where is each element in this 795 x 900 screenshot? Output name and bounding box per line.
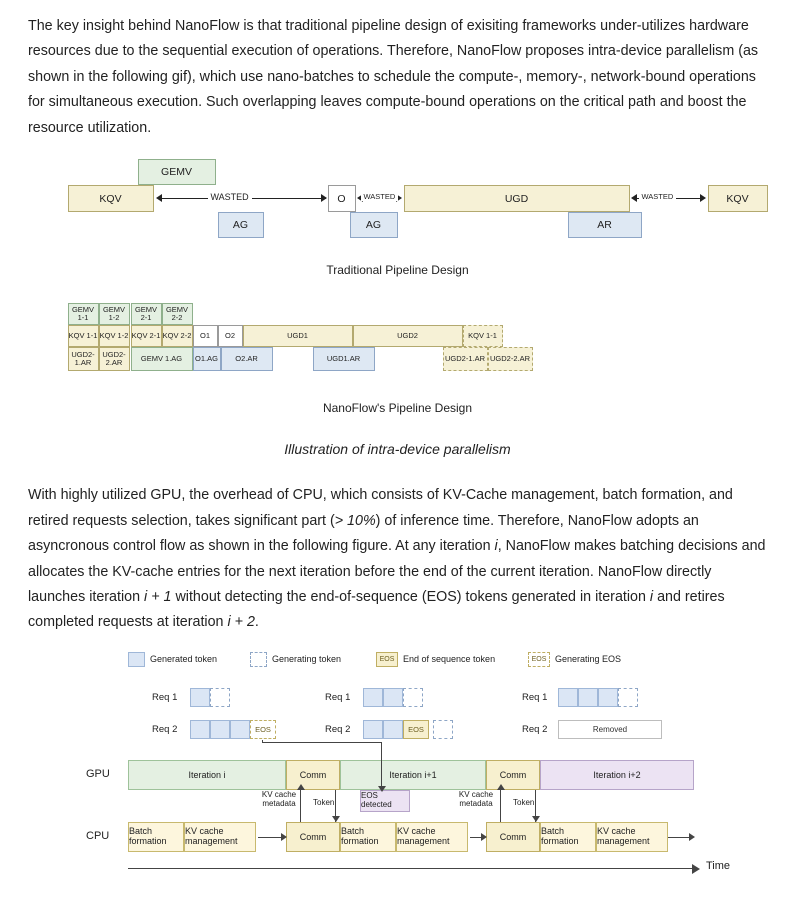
figure-nanoflow-pipeline (0, 303, 795, 415)
arrow-kv-metadata-2 (500, 790, 501, 822)
block-o: O (328, 185, 356, 212)
wasted-label-1: WASTED (208, 192, 252, 202)
legend-label-generating-eos: Generating EOS (555, 654, 622, 665)
nano-ugd2-2-ar-dashed: UGD2-2.AR (488, 347, 533, 371)
group3-req1-token-2 (578, 688, 598, 707)
group2-req2-token-4 (433, 720, 453, 739)
nano-gemv-2-1: GEMV 2-1 (131, 303, 162, 325)
wasted-label-2: WASTED (361, 192, 399, 201)
block-ag-right: AG (350, 212, 398, 238)
nano-ugd1: UGD1 (243, 325, 353, 347)
figure-async-control-flow (0, 650, 795, 900)
legend-item-generating-token (250, 652, 341, 667)
nano-kqv-dashed: KQV 1-1 (463, 325, 503, 347)
figure3-legend (128, 650, 688, 672)
group1-req2-eos-generating: EOS (250, 720, 276, 739)
cpu-flow-arrow-head-2 (481, 833, 487, 841)
arrow-head-eos (378, 786, 386, 792)
cpu-lane-comm-2: Comm (486, 822, 540, 852)
figure-overall-caption: Illustration of intra-device parallelism (284, 441, 511, 458)
generated-token-swatch-icon (128, 652, 145, 667)
group1-req1-label: Req 1 (152, 691, 178, 703)
paragraph-2-i4: i + 2 (227, 614, 255, 631)
group2-req1-label: Req 1 (325, 691, 351, 703)
group2-req2-token-2 (383, 720, 403, 739)
block-ar: AR (568, 212, 642, 238)
arrow-head-kv-2 (497, 784, 505, 790)
nano-gemv-1-1: GEMV 1-1 (68, 303, 99, 325)
generating-token-swatch-icon (250, 652, 267, 667)
nano-gemv-1-2: GEMV 1-2 (99, 303, 130, 325)
annotation-token-1: Token (313, 797, 335, 807)
legend-item-generated-token (128, 652, 217, 667)
figure2-caption: NanoFlow's Pipeline Design (322, 401, 473, 416)
cpu-lane-batch-formation-2: Batch formation (340, 822, 396, 852)
gpu-lane-comm-2: Comm (486, 760, 540, 790)
arrow-head-token-2 (532, 816, 540, 822)
legend-item-eos-token (376, 652, 495, 667)
cpu-flow-arrow-head-1 (281, 833, 287, 841)
wasted-label-3: WASTED (639, 192, 677, 201)
group1-req1-token-1 (190, 688, 210, 707)
group3-req1-label: Req 1 (522, 691, 548, 703)
group2-req2-token-1 (363, 720, 383, 739)
nano-ugd2: UGD2 (353, 325, 463, 347)
paragraph-2-part-f: . (254, 614, 259, 631)
cpu-lane-kv-cache-management-3: KV cache management (596, 822, 668, 852)
arrow-head-left-1 (156, 194, 162, 202)
nano-ugd2-2-ar: UGD2-2.AR (99, 347, 130, 371)
gpu-lane-iteration-i2: Iteration i+2 (540, 760, 694, 790)
generating-eos-swatch-icon: EOS (528, 652, 550, 667)
group2-req2-eos-token: EOS (403, 720, 429, 739)
nano-o2-ar: O2.AR (221, 347, 273, 371)
nano-o1-ag: O1.AG (193, 347, 221, 371)
group1-req2-token-2 (210, 720, 230, 739)
cpu-lane-batch-formation-1: Batch formation (128, 822, 184, 852)
nano-ugd1-ar: UGD1.AR (313, 347, 375, 371)
annotation-kv-cache-metadata-1: KV cache metadata (261, 789, 297, 808)
paragraph-2-part-d: without detecting the end-of-sequence (EOS) tokens generated in iteration (171, 588, 650, 605)
arrow-head-kv-1 (297, 784, 305, 790)
paragraph-2-part-a: With highly utilized GPU, the overhead of CPU, which consists of KV-Cache management, batch formation, and retired requests selection, takes significant part ( (28, 487, 733, 529)
eos-connector-up (262, 740, 263, 743)
cpu-lane-kv-cache-management-1: KV cache management (184, 822, 256, 852)
paragraph-2-part-e: and retires completed requests at iteration (28, 588, 725, 631)
nano-o1: O1 (193, 325, 218, 347)
traditional-pipeline-diagram (68, 159, 749, 233)
cpu-lane-batch-formation-3: Batch formation (540, 822, 596, 852)
block-kqv-right: KQV (708, 185, 768, 212)
eos-detected-box: EOS detected (360, 790, 410, 812)
time-axis-label: Time (706, 859, 731, 872)
block-kqv-left: KQV (68, 185, 154, 212)
group2-req1-token-2 (383, 688, 403, 707)
gpu-lane-iteration-i1: Iteration i+1 (340, 760, 486, 790)
group3-req1-token-1 (558, 688, 578, 707)
figure1-caption: Traditional Pipeline Design (326, 263, 469, 278)
nano-kqv-1-2: KQV 1-2 (99, 325, 130, 347)
group2-req2-label: Req 2 (325, 723, 351, 735)
eos-connector-line (262, 742, 382, 743)
time-axis-line (128, 868, 694, 869)
arrow-head-right-3 (700, 194, 706, 202)
group1-req2-label: Req 2 (152, 723, 178, 735)
nano-o2: O2 (218, 325, 243, 347)
block-ag-left: AG (218, 212, 264, 238)
group3-req1-token-4 (618, 688, 638, 707)
legend-label-generated-token: Generated token (150, 654, 218, 665)
arrow-head-left-3 (631, 194, 637, 202)
cpu-label: CPU (86, 829, 110, 842)
legend-label-generating-token: Generating token (272, 654, 342, 665)
annotation-token-2: Token (513, 797, 535, 807)
paragraph-2-i2: i + 1 (144, 588, 172, 605)
group1-req2-token-1 (190, 720, 210, 739)
group1-req1-token-2 (210, 688, 230, 707)
group2-req1-token-3 (403, 688, 423, 707)
eos-connector-down (381, 742, 382, 790)
legend-label-eos-token: End of sequence token (403, 654, 496, 665)
paragraph-2-gt: > 10% (334, 512, 376, 529)
paragraph-1: The key insight behind NanoFlow is that traditional pipeline design of exisiting frameworks under-utilizes hardware resources due to the sequential execution of operations. Therefore, NanoFlow proposes intra-device parallelism (as shown in the following gif), which use nano-batches to schedule the compute-, memory-, network-bound operations for simultaneous execution. Such overlapping leaves compute-bound operations on the critical path and boost the resource utilization. (28, 18, 759, 136)
cpu-lane-comm-1: Comm (286, 822, 340, 852)
annotation-kv-cache-metadata-2: KV cache metadata (458, 789, 494, 808)
arrow-head-token-1 (332, 816, 340, 822)
group1-req2-token-3 (230, 720, 250, 739)
eos-token-swatch-icon: EOS (376, 652, 398, 667)
figure-traditional-pipeline (0, 159, 795, 277)
paragraph-2 (28, 479, 771, 636)
nano-kqv-2-2: KQV 2-2 (162, 325, 193, 347)
arrow-head-right-1 (321, 194, 327, 202)
gpu-lane-comm-1: Comm (286, 760, 340, 790)
group3-req2-label: Req 2 (522, 723, 548, 735)
block-ugd: UGD (404, 185, 630, 212)
cpu-lane-kv-cache-management-2: KV cache management (396, 822, 468, 852)
nano-kqv-1-1: KQV 1-1 (68, 325, 99, 347)
group2-req1-token-1 (363, 688, 383, 707)
gpu-lane-iteration-i: Iteration i (128, 760, 286, 790)
group3-req1-token-3 (598, 688, 618, 707)
block-gemv: GEMV (138, 159, 216, 185)
paragraph-2-i1: i (494, 538, 498, 555)
paragraph-2-part-c: , NanoFlow makes batching decisions and allocates the KV-cache entries for the next iteration before the end of the current iteration. NanoFlow directly launches iteration (28, 538, 766, 605)
nano-ugd2-1-ar: UGD2-1.AR (68, 347, 99, 371)
cpu-flow-arrow-head-3 (689, 833, 695, 841)
paragraph-2-i3: i (649, 588, 654, 605)
paragraph-2-part-b: ) of inference time. Therefore, NanoFlow adopts an asyncronous control flow as shown in the following figure. At any iteration (28, 512, 699, 555)
nanoflow-pipeline-diagram (68, 303, 728, 383)
arrow-kv-metadata-1 (300, 790, 301, 822)
gpu-label: GPU (86, 767, 110, 780)
nano-gemv-2-2: GEMV 2-2 (162, 303, 193, 325)
nano-kqv-2-1: KQV 2-1 (131, 325, 162, 347)
group3-req2-removed: Removed (558, 720, 662, 739)
nano-gemv1-ag: GEMV 1.AG (131, 347, 193, 371)
legend-item-generating-eos (528, 652, 621, 667)
nano-ugd2-1-ar-dashed: UGD2-1.AR (443, 347, 488, 371)
time-axis-arrow-head (692, 864, 700, 874)
